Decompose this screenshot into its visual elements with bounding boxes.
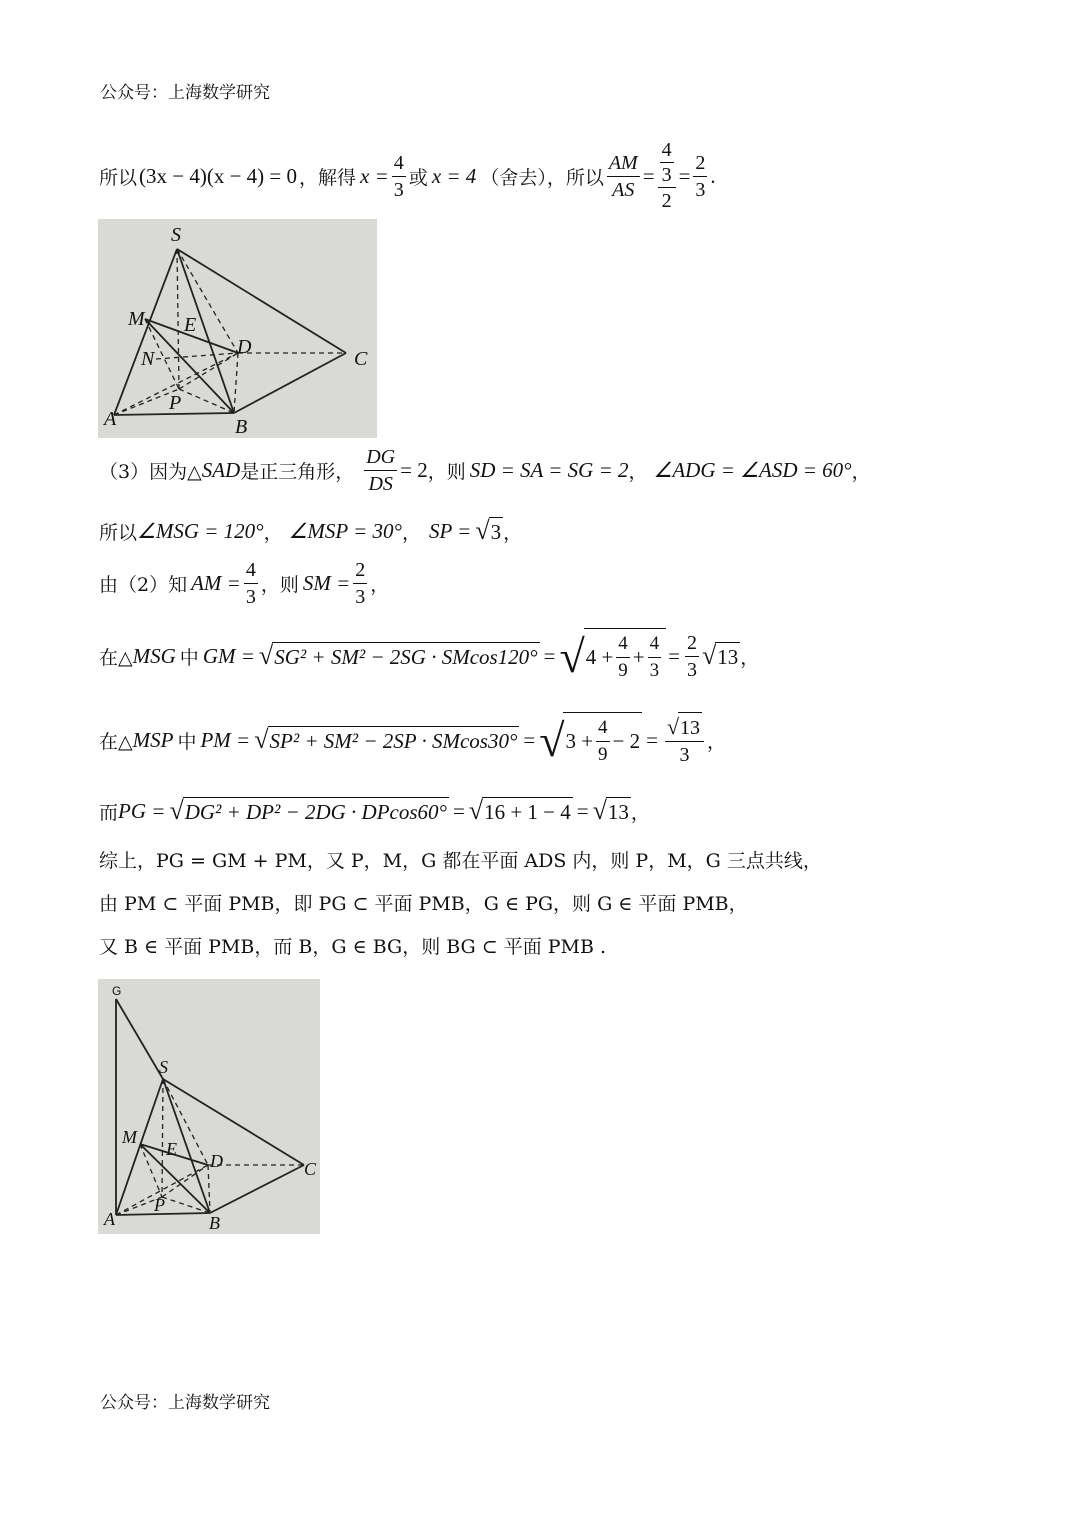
- math: SD = SA = SG = 2: [469, 458, 629, 482]
- math: =: [452, 798, 465, 823]
- nested-bot: 2: [661, 190, 672, 212]
- math: =: [543, 643, 556, 668]
- math: =: [523, 727, 536, 752]
- math: SP =: [428, 518, 472, 543]
- statement-line-6: [99, 628, 759, 684]
- label-E: E: [184, 314, 197, 336]
- text: − 2: [612, 729, 641, 753]
- sqrt-expression: √ 4 + $\frac{4}{9}$ + $\frac{4}{3}$: [559, 628, 666, 684]
- math: = 2: [400, 458, 428, 482]
- math: PM =: [200, 727, 251, 752]
- label-S: S: [171, 224, 181, 246]
- math: GM =: [202, 643, 255, 668]
- statement-line-10: 由 PM ⊂ 平面 PMB，即 PG ⊂ 平面 PMB，G ∈ PG，则 G ∈ 平面 PMB，: [99, 893, 748, 915]
- fraction: $\frac{DG}{DS}$: [366, 446, 396, 495]
- label-A: A: [104, 1209, 115, 1229]
- math: PG =: [118, 798, 166, 823]
- text: ，: [628, 461, 648, 483]
- sqrt: √ 13: [592, 796, 629, 825]
- fraction: $\frac{2}{3}$: [355, 559, 366, 608]
- equation-line-1: [99, 138, 716, 214]
- sqrt-expression: √ 3 + $\frac{4}{9}$ − 2: [539, 712, 642, 768]
- equation: (3x − 4)(x − 4) = 0: [139, 163, 298, 188]
- nested-mid: 3: [661, 164, 672, 186]
- text: 是正三角形，: [240, 461, 355, 483]
- text: 在△: [99, 730, 133, 753]
- pyramid-figure-1: [98, 219, 377, 438]
- label-D: D: [210, 1151, 223, 1171]
- nested-fraction: [658, 138, 676, 214]
- label-B: B: [235, 416, 248, 438]
- statement-line-4: [99, 516, 522, 546]
- sqrt: √ 13: [701, 641, 739, 670]
- text: 或: [408, 166, 428, 189]
- fraction: $\frac{4}{3}$: [393, 151, 404, 201]
- pyramid-diagram: [98, 219, 377, 438]
- text: 4 +: [585, 645, 614, 669]
- math: ∠ADG = ∠ASD = 60°: [653, 458, 852, 482]
- label-C: C: [304, 1159, 317, 1179]
- label-P: P: [169, 392, 182, 414]
- sqrt: √ SG² + SM² − 2SG · SMcos120°: [258, 641, 538, 670]
- math: MSG: [132, 643, 176, 668]
- sqrt: √ 13: [666, 713, 701, 739]
- label-P: P: [154, 1195, 165, 1215]
- period: .: [710, 163, 716, 188]
- statement-line-3: [99, 444, 871, 497]
- fraction: $\frac{4}{9}$: [618, 633, 628, 681]
- math: ∠MSP = 30°: [288, 518, 402, 543]
- label-N: N: [141, 348, 155, 370]
- pyramid-extended-diagram: [98, 979, 320, 1234]
- sqrt: √ DG² + DP² − 2DG · DPcos60°: [169, 796, 447, 825]
- text: ，: [370, 574, 390, 596]
- fraction: $\frac{4}{3}$: [649, 633, 660, 681]
- label-C: C: [354, 348, 368, 370]
- statement-line-5: [99, 557, 389, 610]
- text: +: [632, 645, 645, 669]
- text: ，: [401, 521, 421, 544]
- text: 在△: [99, 646, 133, 669]
- text: ，: [630, 801, 650, 824]
- fraction: $\frac{4}{9}$: [598, 717, 608, 765]
- page-footer: 公众号：上海数学研究: [100, 1393, 270, 1413]
- label-M: M: [128, 308, 145, 330]
- statement-line-11: 又 B ∈ 平面 PMB，而 B，G ∈ BG，则 BG ⊂ 平面 PMB .: [99, 936, 607, 958]
- page-header: 公众号：上海数学研究: [100, 83, 270, 103]
- label-S: S: [159, 1057, 168, 1077]
- math: SM =: [302, 571, 351, 595]
- text: 中: [179, 646, 199, 669]
- text: ，: [707, 730, 727, 753]
- text: ，: [263, 521, 283, 544]
- text: （舍去），所以: [480, 166, 604, 189]
- math: x = 4: [431, 163, 477, 188]
- text: 中: [177, 730, 197, 753]
- text: 所以: [99, 166, 138, 189]
- label-A: A: [104, 408, 117, 430]
- fraction: $\frac{AM}{AS}$: [608, 151, 638, 201]
- text: ，: [503, 521, 523, 544]
- pyramid-figure-2: [98, 979, 320, 1234]
- text: 由（2）知: [99, 574, 188, 596]
- text: ，则: [260, 574, 299, 596]
- sqrt: √ SP² + SM² − 2SP · SMcos30°: [254, 725, 518, 754]
- fraction: $\frac{2}{3}$: [686, 631, 697, 681]
- text: ，解得: [299, 166, 357, 189]
- sqrt: √ 3: [475, 516, 502, 545]
- math: x =: [360, 163, 389, 188]
- eq-sign: =: [678, 163, 691, 188]
- sqrt: √ 16 + 1 − 4: [468, 796, 571, 825]
- statement-line-7: [99, 712, 726, 768]
- text: ，: [740, 646, 760, 669]
- math: =: [646, 727, 658, 752]
- math: ∠MSG = 120°: [137, 518, 264, 543]
- label-G: G: [112, 984, 122, 998]
- fraction: $\frac{2}{3}$: [695, 151, 706, 201]
- statement-line-9: 综上，PG = GM + PM，又 P，M，G 都在平面 ADS 内，则 P，M，G 三点共线，: [99, 850, 822, 872]
- fraction: √ 13 3: [665, 712, 704, 768]
- fraction: $\frac{4}{3}$: [245, 559, 256, 608]
- math: =: [576, 798, 589, 823]
- statement-line-8: [99, 796, 650, 826]
- math: AM =: [191, 571, 241, 595]
- nested-top: 4: [661, 139, 672, 161]
- text: ，则: [427, 461, 466, 483]
- text: 所以: [99, 521, 138, 544]
- text: （3）因为△: [99, 461, 202, 483]
- label-D: D: [237, 336, 252, 358]
- math: MSP: [132, 727, 174, 752]
- text: ，: [851, 461, 871, 483]
- text: 3 +: [565, 729, 594, 753]
- text: 而: [99, 801, 119, 824]
- label-M: M: [122, 1127, 137, 1147]
- math: =: [668, 643, 680, 668]
- eq-sign: =: [642, 163, 655, 188]
- math: SAD: [201, 458, 241, 482]
- label-B: B: [209, 1213, 220, 1233]
- label-E: E: [166, 1139, 177, 1159]
